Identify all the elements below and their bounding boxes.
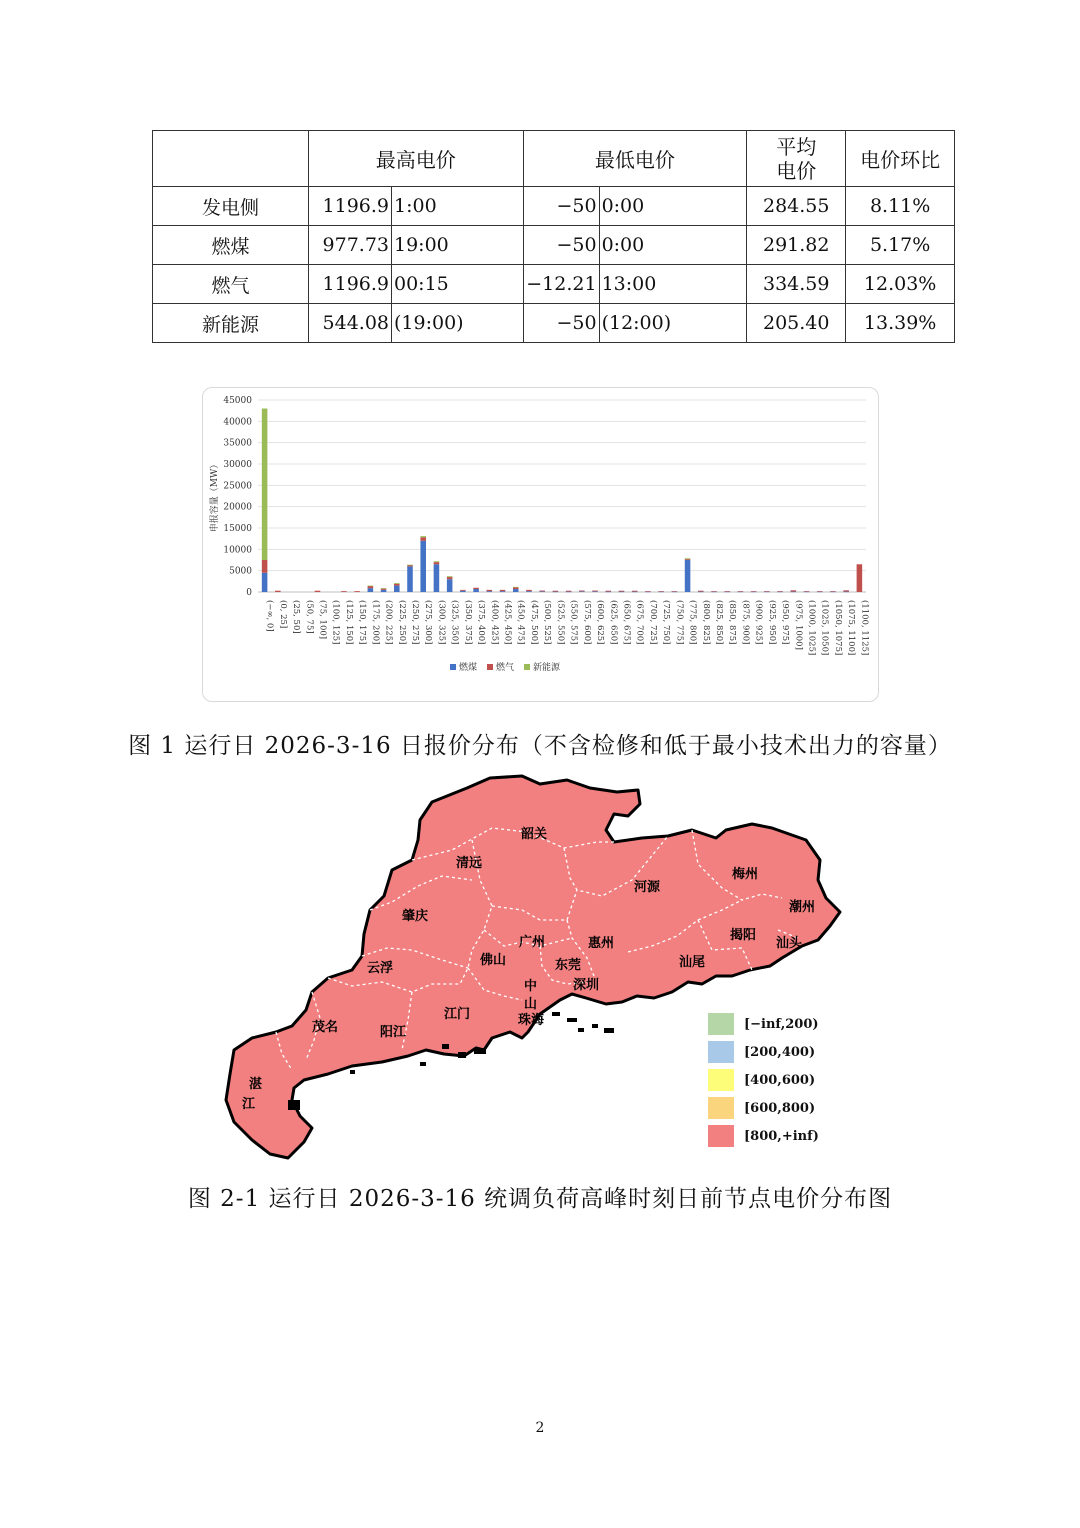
x-tick-label: (25, 50] <box>291 600 302 634</box>
x-tick-label: (1075, 1100] <box>846 600 857 656</box>
map-label-shanwei: 汕尾 <box>679 955 706 970</box>
y-tick-label: 45000 <box>223 396 252 406</box>
header-min-price: 最低电价 <box>523 131 747 187</box>
bar-segment <box>381 590 387 592</box>
bid-distribution-chart-frame <box>202 387 879 702</box>
x-tick-label: (150, 175] <box>357 600 368 645</box>
x-tick-label: (775, 800] <box>687 600 698 645</box>
y-axis-label: 申报容量（MW） <box>210 459 220 533</box>
bar-segment <box>381 589 387 590</box>
map-label-maoming: 茂名 <box>312 1020 339 1035</box>
legend-swatch <box>708 1013 734 1035</box>
bar-segment <box>817 591 823 592</box>
max-time: 19:00 <box>392 226 524 265</box>
map-label-zhanjiang-2: 江 <box>242 1097 256 1112</box>
table-row <box>153 187 955 226</box>
table-row <box>153 265 955 304</box>
bar-segment <box>791 590 797 591</box>
x-tick-label: (850, 875] <box>727 600 738 645</box>
bar-segment <box>262 560 268 573</box>
map-label-meizhou: 梅州 <box>732 867 759 882</box>
row-label: 新能源 <box>153 304 309 343</box>
bar-segment <box>434 562 440 564</box>
legend-swatch <box>487 664 493 670</box>
legend-swatch <box>708 1097 734 1119</box>
table-row <box>153 304 955 343</box>
map-label-zhuhai: 珠海 <box>518 1013 545 1028</box>
x-tick-label: (75, 100] <box>317 600 328 640</box>
x-tick-label: (250, 275] <box>410 600 420 645</box>
bar-segment <box>262 409 268 560</box>
x-tick-label: (900, 925] <box>753 600 764 645</box>
max-value: 1196.9 <box>309 187 392 226</box>
header-empty <box>153 131 309 187</box>
x-tick-label: (50, 75] <box>304 600 315 634</box>
min-time: 0:00 <box>599 226 747 265</box>
bar-segment <box>394 583 400 584</box>
bar-segment <box>751 591 757 592</box>
bar-segment <box>685 558 691 559</box>
bar-segment <box>698 592 704 593</box>
map-label-heyuan: 河源 <box>634 880 661 895</box>
bar-segment <box>592 591 598 592</box>
header-avg-line1: 平均 <box>776 134 817 159</box>
bar-segment <box>420 536 426 537</box>
figure-2-caption: 图 2-1 运行日 2026-3-16 统调负荷高峰时刻日前节点电价分布图 <box>187 1186 893 1212</box>
x-tick-label: (100, 125] <box>330 600 341 645</box>
legend-label: [800,+inf) <box>744 1128 819 1144</box>
avg-value: 334.59 <box>747 265 846 304</box>
bar-segment <box>368 588 374 592</box>
bid-distribution-chart <box>203 388 878 701</box>
x-tick-label: (225, 250] <box>396 600 407 645</box>
x-tick-label: (325, 350] <box>449 600 460 645</box>
bar-segment <box>473 588 479 589</box>
bar-segment <box>645 591 651 592</box>
bar-segment <box>579 591 585 592</box>
max-time: (19:00) <box>392 304 524 343</box>
change-value: 8.11% <box>846 187 955 226</box>
min-value: −50 <box>523 304 599 343</box>
x-tick-label: (375, 400] <box>476 600 487 645</box>
legend-label: 燃气 <box>496 663 515 673</box>
bar-segment <box>857 564 863 592</box>
map-label-guangzhou: 广州 <box>519 935 546 950</box>
x-tick-label: (975, 1000] <box>793 600 804 650</box>
min-time: 13:00 <box>599 265 747 304</box>
y-tick-label: 20000 <box>223 502 252 513</box>
x-tick-label: (800, 825] <box>700 600 711 645</box>
bar-segment <box>632 591 638 592</box>
bar-segment <box>605 591 611 592</box>
y-tick-label: 35000 <box>223 438 252 449</box>
bar-segment <box>698 591 704 592</box>
min-value: −50 <box>523 187 599 226</box>
x-tick-label: (1000, 1025] <box>806 600 817 656</box>
bar-segment <box>394 586 400 592</box>
max-value: 544.08 <box>309 304 392 343</box>
legend-swatch <box>708 1041 734 1063</box>
map-label-shantou: 汕头 <box>776 936 803 951</box>
avg-value: 205.40 <box>747 304 846 343</box>
x-tick-label: (575, 600] <box>581 600 592 645</box>
max-value: 1196.9 <box>309 265 392 304</box>
table-row <box>153 226 955 265</box>
bar-segment <box>605 592 611 593</box>
legend-item <box>708 1094 819 1122</box>
bar-segment <box>513 587 519 588</box>
bar-segment <box>368 586 374 588</box>
bar-segment <box>553 591 559 592</box>
legend-item <box>708 1122 819 1150</box>
bar-segment <box>685 559 691 560</box>
legend-swatch <box>524 664 530 670</box>
bar-segment <box>526 591 532 592</box>
header-avg-price <box>747 131 846 187</box>
max-time: 00:15 <box>392 265 524 304</box>
bar-segment <box>341 591 347 592</box>
row-label: 发电侧 <box>153 187 309 226</box>
bar-segment <box>539 591 545 592</box>
bar-segment <box>658 591 664 592</box>
y-tick-label: 0 <box>246 588 252 598</box>
y-tick-label: 10000 <box>223 545 252 556</box>
x-tick-label: (650, 675] <box>621 600 632 645</box>
x-tick-label: (1050, 1075] <box>832 600 843 656</box>
bar-segment <box>500 591 506 592</box>
bar-segment <box>672 591 678 592</box>
bar-segment <box>420 537 426 540</box>
bar-segment <box>407 565 413 566</box>
x-tick-label: (550, 575] <box>568 600 579 645</box>
y-tick-label: 30000 <box>223 460 252 470</box>
x-tick-label: (825, 850] <box>714 600 724 645</box>
legend-label: [600,800) <box>744 1100 816 1116</box>
y-tick-label: 40000 <box>223 417 252 428</box>
x-tick-label: (600, 625] <box>595 600 606 645</box>
bar-segment <box>407 566 413 592</box>
max-value: 977.73 <box>309 226 392 265</box>
bar-segment <box>830 591 836 592</box>
map-label-zhongshan-2: 山 <box>524 997 538 1012</box>
page-number: 2 <box>535 1420 545 1436</box>
x-tick-label: (400, 425] <box>489 600 500 645</box>
x-tick-label: (200, 225] <box>383 600 394 645</box>
x-tick-label: (275, 300] <box>423 600 434 645</box>
avg-value: 291.82 <box>747 226 846 265</box>
min-time: (12:00) <box>599 304 747 343</box>
x-tick-label: (750, 775] <box>674 600 685 645</box>
bar-segment <box>566 591 572 592</box>
x-tick-label: (−∞, 0] <box>264 600 275 632</box>
bar-segment <box>804 591 810 592</box>
legend-label: [200,400) <box>744 1044 816 1060</box>
bar-segment <box>460 590 466 591</box>
bar-segment <box>434 561 440 562</box>
bar-segment <box>447 576 453 577</box>
bar-segment <box>592 591 598 592</box>
legend-swatch <box>450 664 456 670</box>
bar-segment <box>685 560 691 592</box>
map-label-shaoguan: 韶关 <box>521 827 548 842</box>
x-tick-label: (700, 725] <box>647 600 658 645</box>
legend-label: 燃煤 <box>459 663 478 673</box>
x-tick-label: (675, 700] <box>634 600 645 645</box>
map-label-foshan: 佛山 <box>480 953 507 968</box>
header-max-price: 最高电价 <box>309 131 524 187</box>
x-tick-label: (350, 375] <box>462 600 473 645</box>
bar-segment <box>738 591 744 592</box>
x-tick-label: (0, 25] <box>277 600 288 629</box>
x-tick-label: (625, 650] <box>608 600 619 645</box>
y-tick-label: 5000 <box>229 566 252 577</box>
bar-segment <box>619 592 625 593</box>
bar-segment <box>473 589 479 592</box>
x-tick-label: (950, 975] <box>780 600 791 645</box>
map-label-yangjiang: 阳江 <box>380 1025 407 1040</box>
bar-segment <box>513 587 519 589</box>
map-label-dongguan: 东莞 <box>555 958 582 973</box>
legend-item <box>708 1010 819 1038</box>
bar-segment <box>566 592 572 593</box>
change-value: 12.03% <box>846 265 955 304</box>
bar-segment <box>368 586 374 587</box>
table-header-row <box>153 131 955 187</box>
map-label-zhongshan-1: 中 <box>524 979 538 994</box>
bar-segment <box>447 579 453 592</box>
bar-segment <box>460 591 466 592</box>
bar-segment <box>619 591 625 592</box>
x-tick-label: (450, 475] <box>515 600 526 645</box>
min-value: −12.21 <box>523 265 599 304</box>
max-time: 1:00 <box>392 187 524 226</box>
header-avg-line2: 电价 <box>776 158 817 183</box>
bar-segment <box>407 565 413 566</box>
bar-segment <box>791 592 797 593</box>
bar-segment <box>553 592 559 593</box>
bar-segment <box>487 590 493 591</box>
legend-item <box>708 1038 819 1066</box>
x-tick-label: (875, 900] <box>740 600 751 645</box>
map-label-qingyuan: 清远 <box>456 856 483 871</box>
bar-segment <box>500 590 506 591</box>
figure-1-caption: 图 1 运行日 2026-3-16 日报价分布（不含检修和低于最小技术出力的容量） <box>128 733 952 759</box>
legend-label: [400,600) <box>744 1072 816 1088</box>
bar-segment <box>513 589 519 592</box>
bar-segment <box>394 584 400 586</box>
min-value: −50 <box>523 226 599 265</box>
bar-segment <box>275 591 281 592</box>
x-tick-label: (525, 550] <box>555 600 566 645</box>
change-value: 13.39% <box>846 304 955 343</box>
x-tick-label: (175, 200] <box>370 600 381 645</box>
x-tick-label: (125, 150] <box>343 600 354 645</box>
map-label-chaozhou: 潮州 <box>789 900 816 915</box>
bar-segment <box>764 591 770 592</box>
bar-segment <box>724 591 730 592</box>
map-label-zhanjiang-1: 湛 <box>249 1077 263 1092</box>
bar-segment <box>381 588 387 589</box>
bar-segment <box>420 541 426 592</box>
x-tick-label: (925, 950] <box>766 600 777 645</box>
header-price-change: 电价环比 <box>846 131 955 187</box>
bar-segment <box>526 590 532 591</box>
map-label-yunfu: 云浮 <box>367 961 394 976</box>
x-tick-label: (475, 500] <box>528 600 539 645</box>
bar-segment <box>539 591 545 592</box>
avg-value: 284.55 <box>747 187 846 226</box>
bar-segment <box>262 573 268 592</box>
legend-label: [−inf,200) <box>744 1016 819 1032</box>
bar-segment <box>447 577 453 579</box>
row-label: 燃煤 <box>153 226 309 265</box>
x-tick-label: (500, 525] <box>542 600 553 645</box>
bar-segment <box>315 591 321 592</box>
price-table <box>152 130 955 343</box>
bar-segment <box>632 592 638 593</box>
bar-segment <box>843 592 849 593</box>
bar-segment <box>777 591 783 592</box>
legend-swatch <box>708 1069 734 1091</box>
y-tick-label: 15000 <box>223 524 252 534</box>
map-label-jieyang: 揭阳 <box>730 928 757 943</box>
map-legend <box>708 1010 819 1150</box>
x-tick-label: (425, 450] <box>502 600 513 645</box>
row-label: 燃气 <box>153 265 309 304</box>
x-tick-label: (1025, 1050] <box>819 600 830 656</box>
x-tick-label: (300, 325] <box>436 600 447 645</box>
bar-segment <box>434 564 440 592</box>
map-label-zhaoqing: 肇庆 <box>402 909 429 924</box>
legend-label: 新能源 <box>533 663 561 673</box>
x-tick-label: (1100, 1125] <box>859 600 870 656</box>
bar-segment <box>579 591 585 592</box>
bar-segment <box>711 591 717 592</box>
map-label-huizhou: 惠州 <box>588 936 615 951</box>
y-tick-label: 25000 <box>223 481 252 492</box>
map-label-shenzhen: 深圳 <box>573 978 600 993</box>
min-time: 0:00 <box>599 187 747 226</box>
x-tick-label: (725, 750] <box>661 600 672 645</box>
bar-segment <box>354 591 360 592</box>
change-value: 5.17% <box>846 226 955 265</box>
map-label-jiangmen: 江门 <box>444 1007 471 1022</box>
legend-item <box>708 1066 819 1094</box>
bar-segment <box>843 590 849 591</box>
legend-swatch <box>708 1125 734 1147</box>
bar-segment <box>487 591 493 592</box>
